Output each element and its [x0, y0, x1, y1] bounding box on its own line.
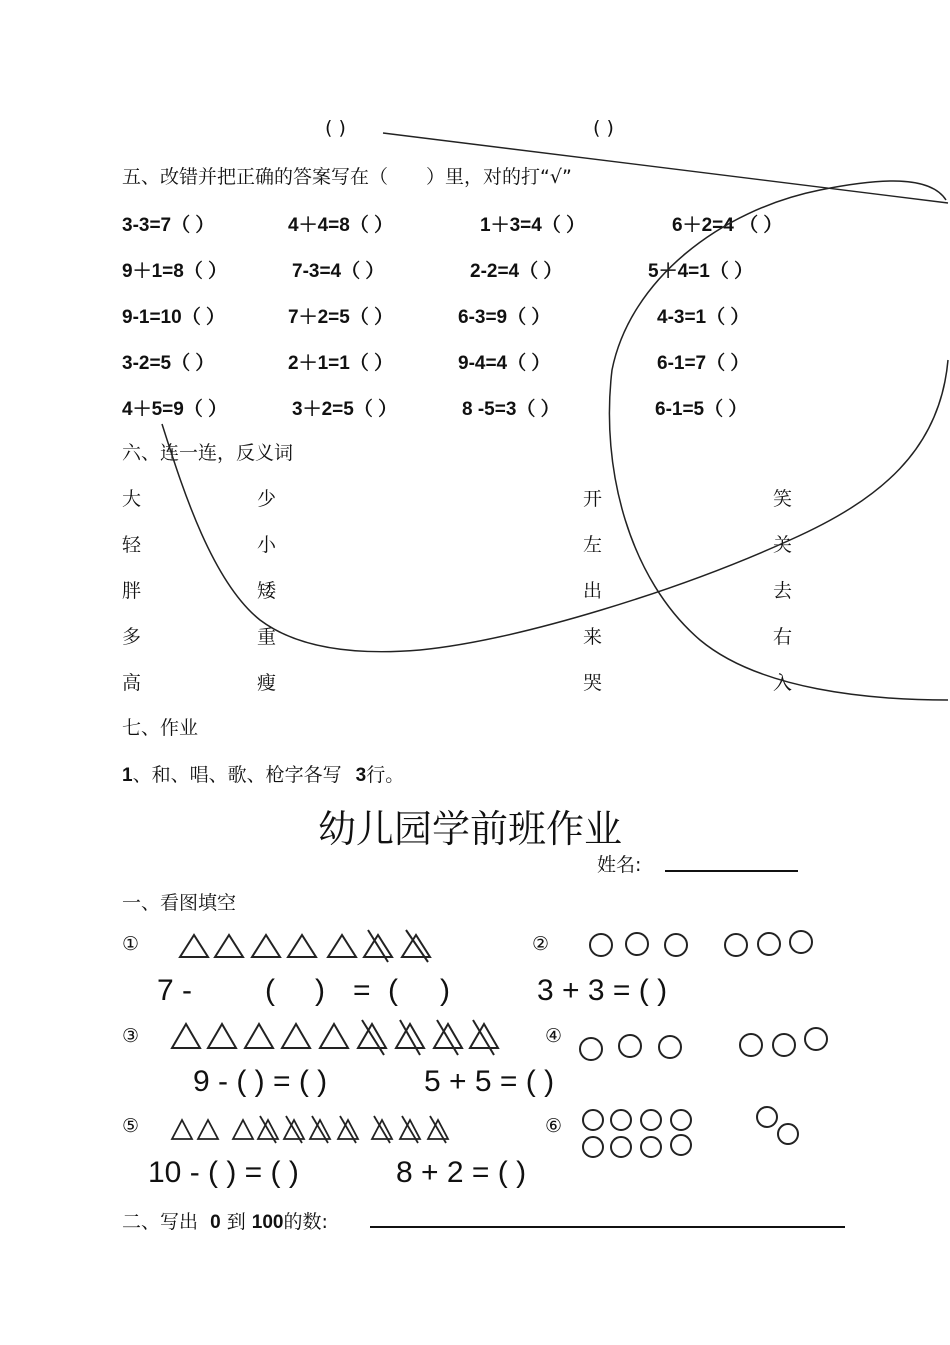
marker-3: ③ [122, 1025, 140, 1047]
section7-count: 3 [355, 765, 367, 786]
circle [583, 1110, 603, 1130]
circle [641, 1110, 661, 1130]
sec2-prefix: 二、写出 [122, 1211, 199, 1233]
triangle [245, 1024, 273, 1048]
circle [671, 1110, 691, 1130]
triangles-row2 [172, 1020, 498, 1055]
triangle [208, 1024, 236, 1048]
circle [725, 934, 747, 956]
cross-mark [374, 1116, 390, 1143]
section7-line1 [122, 760, 404, 787]
s5-r1-c4: 6＋2=4 （ ） [672, 215, 783, 236]
s5-r5-c1: 4＋5=9（ ） [122, 399, 228, 420]
sec2-blank-line [370, 1226, 845, 1228]
triangle [428, 1120, 448, 1139]
s6-r2-4: 右 [773, 626, 793, 648]
cross-mark [430, 1116, 446, 1143]
s6-r1-3: 出 [583, 580, 603, 602]
s5-r1-c3: 1＋3=4（ ） [480, 215, 586, 236]
section7-num: 1 [122, 765, 133, 786]
s6-r2-1: 笑 [773, 488, 793, 510]
circle [580, 1038, 602, 1060]
triangle [198, 1120, 218, 1139]
section7-text: 、和、唱、歌、枪字各写 [132, 764, 342, 786]
s5-r4-c1: 3-2=5（ ） [122, 353, 215, 374]
circles-row1 [590, 931, 812, 956]
triangle [284, 1120, 304, 1139]
s5-r3-c3: 6-3=9（ ） [458, 307, 551, 328]
cross-mark [340, 1116, 356, 1143]
circle [773, 1034, 795, 1056]
section6-title: 六、连一连，反义词 [122, 442, 294, 464]
triangle [338, 1120, 358, 1139]
top-paren-left: ( ) [325, 117, 346, 139]
triangle [320, 1024, 348, 1048]
triangle [470, 1024, 498, 1048]
name-label: 姓名: [597, 854, 642, 876]
circle [626, 933, 648, 955]
marker-5: ⑤ [122, 1115, 140, 1137]
s6-l1-2: 轻 [122, 534, 142, 556]
eq1-part-c: ) [315, 974, 325, 1007]
eq6: 8 + 2 = ( ) [396, 1156, 527, 1189]
s6-l1-3: 胖 [122, 580, 142, 602]
triangle [396, 1024, 424, 1048]
name-blank-line [665, 870, 798, 872]
eq5: 10 - ( ) = ( ) [148, 1156, 299, 1189]
eq3: 9 - ( ) = ( ) [193, 1065, 328, 1098]
circle [611, 1110, 631, 1130]
s6-r2-2: 关 [773, 534, 793, 556]
s5-r5-c4: 6-1=5（ ） [655, 399, 748, 420]
marker-6: ⑥ [545, 1115, 563, 1137]
triangle [233, 1120, 253, 1139]
circles-row2 [580, 1028, 827, 1060]
page2-title: 幼儿园学前班作业 [318, 807, 623, 851]
s6-l2-4: 重 [257, 626, 277, 648]
cross-mark [400, 1020, 420, 1055]
s6-r2-5: 入 [773, 672, 793, 694]
s6-l2-5: 瘦 [257, 672, 277, 694]
circle [590, 934, 612, 956]
s5-r2-c2: 7-3=4（ ） [292, 261, 385, 282]
triangle [180, 935, 208, 957]
s5-r1-c2: 4＋4=8（ ） [288, 215, 394, 236]
triangle [252, 935, 280, 957]
s6-l2-2: 小 [257, 534, 277, 556]
triangle [400, 1120, 420, 1139]
s5-r2-c3: 2-2=4（ ） [470, 261, 563, 282]
triangle [358, 1024, 386, 1048]
cross-mark [286, 1116, 302, 1143]
triangles-row1 [180, 930, 430, 962]
cross-mark [473, 1020, 494, 1055]
triangle [288, 935, 316, 957]
s6-r1-5: 哭 [583, 672, 603, 694]
circles-row3 [583, 1107, 798, 1157]
sec2-suffix: 的数: [283, 1211, 328, 1233]
circle [583, 1137, 603, 1157]
circle [758, 933, 780, 955]
circle [665, 934, 687, 956]
eq4: 5 + 5 = ( ) [424, 1065, 555, 1098]
s5-r2-c1: 9＋1=8（ ） [122, 261, 228, 282]
triangle [215, 935, 243, 957]
eq1-part-b: ( [265, 974, 275, 1007]
s6-r2-3: 去 [773, 580, 793, 602]
triangle [402, 935, 430, 957]
cross-mark [368, 930, 388, 962]
marker-4: ④ [545, 1025, 563, 1047]
eq1-part-d: = [353, 974, 371, 1007]
s5-r3-c4: 4-3=1（ ） [657, 307, 750, 328]
cross-mark [260, 1116, 276, 1143]
eq1-part-e: ( [388, 974, 398, 1007]
s6-l1-5: 高 [122, 672, 142, 694]
sec2-mid: 到 [226, 1211, 246, 1233]
s6-l1-4: 多 [122, 626, 142, 648]
triangle [328, 935, 356, 957]
circle [671, 1135, 691, 1155]
section7-title: 七、作业 [122, 717, 199, 739]
sec2-to: 100 [251, 1212, 284, 1233]
cross-mark [362, 1020, 384, 1055]
s6-l2-3: 矮 [257, 580, 277, 602]
marker-1: ① [122, 933, 140, 955]
triangles-row3 [172, 1116, 448, 1143]
section5-title: 五、改错并把正确的答案写在（ ）里，对的打“√” [122, 166, 572, 188]
triangle [364, 935, 392, 957]
circle [757, 1107, 777, 1127]
s5-r5-c3: 8 -5=3（ ） [462, 399, 560, 420]
eq1-part-a: 7 - [157, 974, 193, 1007]
sec2-from: 0 [210, 1212, 221, 1233]
circle [778, 1124, 798, 1144]
cross-mark [402, 1116, 418, 1143]
circle [790, 931, 812, 953]
cross-mark [437, 1020, 458, 1055]
s6-l2-1: 少 [257, 488, 277, 510]
eq1-part-f: ) [440, 974, 450, 1007]
s5-r5-c2: 3＋2=5（ ） [292, 399, 398, 420]
triangle [282, 1024, 310, 1048]
triangle [172, 1120, 192, 1139]
s5-r4-c2: 2＋1=1（ ） [288, 353, 394, 374]
circle [740, 1034, 762, 1056]
triangle [172, 1024, 200, 1048]
s6-r1-1: 开 [583, 488, 603, 510]
circle [619, 1035, 641, 1057]
triangle [258, 1120, 278, 1139]
section7-end: 行。 [366, 764, 405, 786]
eq2: 3 + 3 = ( ) [537, 974, 668, 1007]
s5-r3-c1: 9-1=10（ ） [122, 307, 225, 328]
s5-r4-c3: 9-4=4（ ） [458, 353, 551, 374]
circle [611, 1137, 631, 1157]
circle [805, 1028, 827, 1050]
triangle [310, 1120, 330, 1139]
s5-r2-c4: 5＋4=1（ ） [648, 261, 754, 282]
marker-2: ② [532, 933, 550, 955]
s6-r1-2: 左 [583, 534, 603, 556]
sec1-title: 一、看图填空 [122, 892, 237, 914]
cross-mark [406, 930, 428, 962]
s6-l1-1: 大 [122, 488, 142, 510]
triangle [434, 1024, 462, 1048]
circle [659, 1036, 681, 1058]
sec2-line [122, 1207, 328, 1234]
triangle [372, 1120, 392, 1139]
circle [641, 1137, 661, 1157]
cross-mark [312, 1116, 328, 1143]
top-paren-right: ( ) [593, 117, 614, 139]
s5-r1-c1: 3-3=7（ ） [122, 215, 215, 236]
s5-r3-c2: 7＋2=5（ ） [288, 307, 394, 328]
s6-r1-4: 来 [583, 626, 603, 648]
s5-r4-c4: 6-1=7（ ） [657, 353, 750, 374]
